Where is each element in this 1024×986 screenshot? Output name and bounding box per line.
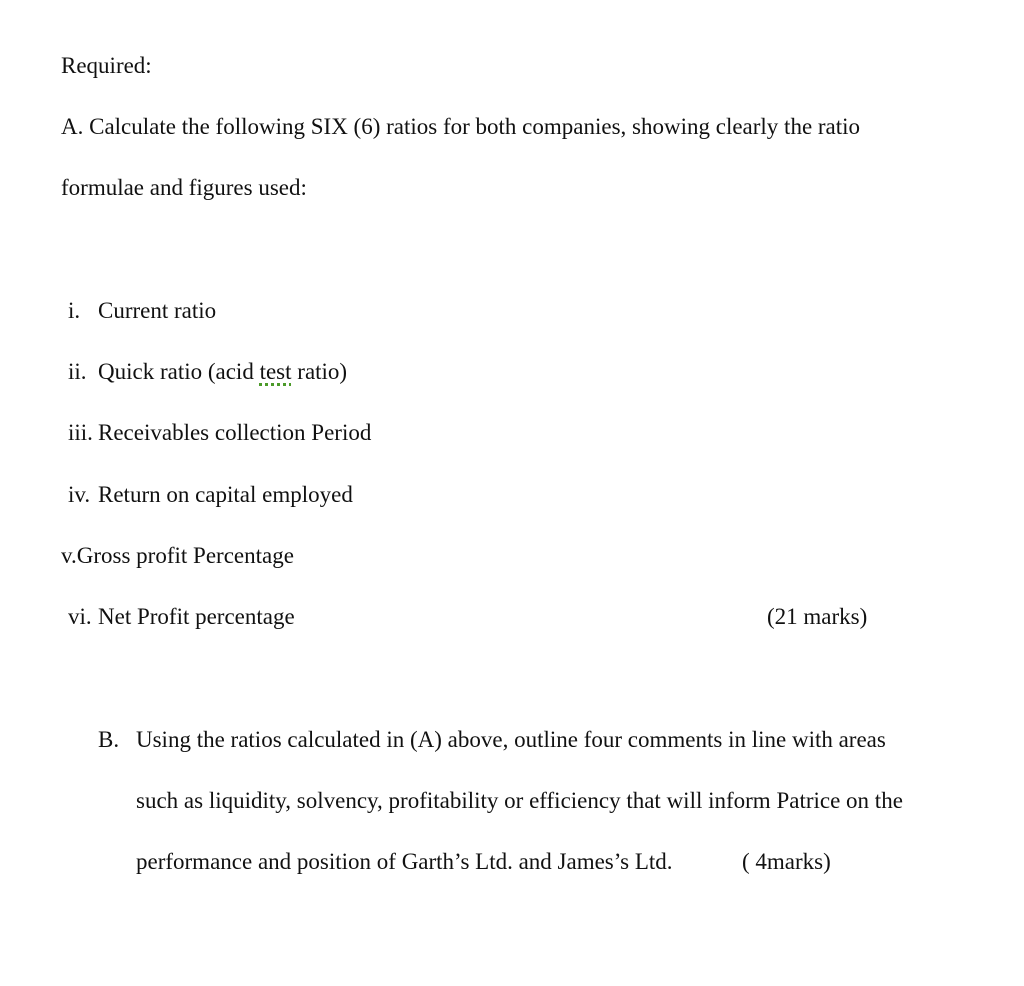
ratio-label: Gross profit Percentage [76,543,294,568]
ratio-number: iv. [68,482,91,507]
ratio-label-part: Quick ratio (acid [98,359,260,384]
ratio-number: v. [61,543,77,568]
ratio-number: i. [68,298,81,323]
part-b-letter: B. [98,727,120,752]
ratio-label: Receivables collection Period [98,420,372,445]
ratio-label: Current ratio [98,298,217,323]
ratio-label [98,360,347,383]
ratio-item-6 [68,604,295,629]
ratio-number: ii. [68,359,87,384]
ratio-label: Net Profit percentage [98,604,295,629]
required-heading: Required: [61,53,152,78]
part-b-line-3: performance and position of Garth’s Ltd. and James’s Ltd. [136,849,673,874]
ratio-item-4 [68,482,353,507]
ratio-item-3 [68,420,372,445]
ratio-item-5 [61,544,294,567]
part-a-line-2: formulae and figures used: [61,175,307,200]
ratio-number: vi. [68,604,92,629]
ratio-item-2 [68,359,348,384]
spellcheck-flagged-word[interactable]: test [259,359,292,384]
part-a-marks: (21 marks) [767,604,868,629]
ratio-label-part: ratio) [291,359,348,384]
part-b-marks: ( 4marks) [742,849,831,874]
part-b-line-2: such as liquidity, solvency, profitability or efficiency that will inform Patrice on the [136,788,903,813]
ratio-item-1 [68,298,217,323]
ratio-number: iii. [68,420,93,445]
ratio-label: Return on capital employed [98,482,353,507]
part-b-line-1: Using the ratios calculated in (A) above, outline four comments in line with areas [136,727,886,752]
part-a-line-1: A. Calculate the following SIX (6) ratios for both companies, showing clearly the ratio [61,114,861,139]
